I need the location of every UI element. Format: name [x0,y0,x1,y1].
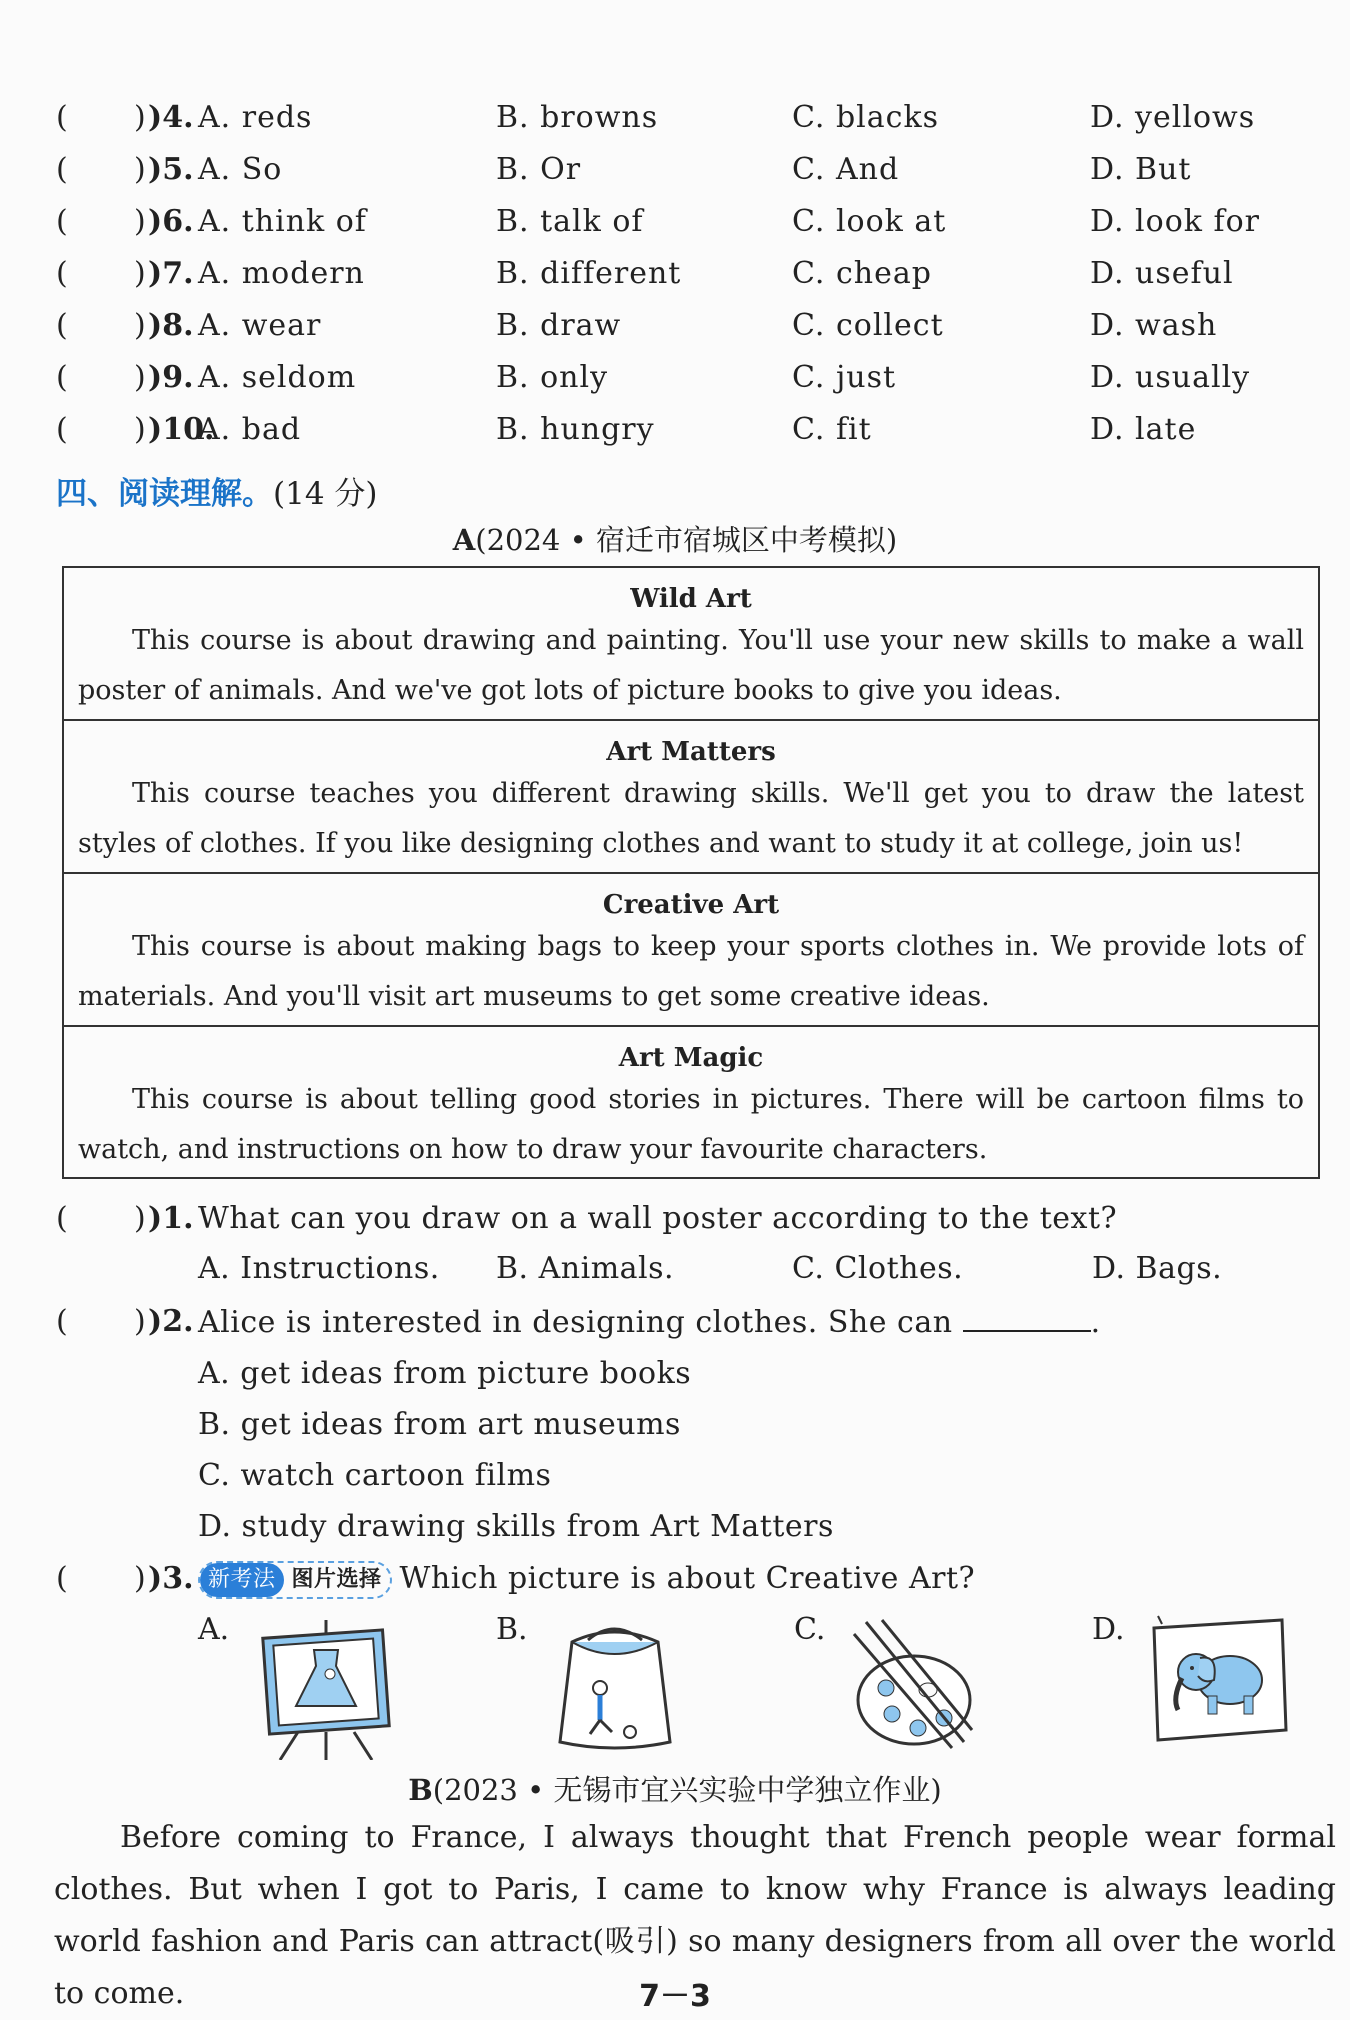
mc-question-row [0,150,1350,190]
mc-question-row [0,358,1350,398]
sports-bag-icon[interactable] [542,1622,688,1752]
option-a: A. So [198,152,283,187]
section-title [56,468,378,513]
paren-close: ) [134,1304,146,1339]
answer-bracket[interactable] [56,1559,146,1599]
option-a: A. modern [198,256,365,291]
q2-option-b: B. get ideas from art museums [198,1407,681,1442]
paren-open: ( [56,100,68,135]
course-title: Wild Art [630,584,752,614]
q3-option-d-label: D. [1092,1612,1125,1647]
course-text: This course is about drawing and painting. You'll use your new skills to make a wall poster of animals. And we've got lots of picture books to give you ideas. [78,625,1304,706]
option-c: C. And [792,152,900,187]
option-b: B. different [496,256,682,291]
section-title-text: 四、阅读理解。 [56,476,273,512]
course-title: Art Matters [606,737,776,767]
paren-close: ) [134,412,146,447]
option-d: D. usually [1090,360,1251,395]
passage-b-text: Before coming to France, I always thought that French people wear formal clothes. But when I got to Paris, I came to know why France is always leading world fashion and Paris can attract(吸引) so many designers from all over the world to come. [54,1820,1336,2011]
passage-a-letter: A [452,523,476,557]
question-number: )4. [148,100,194,135]
question-number: )2. [148,1304,194,1339]
option-d: D. useful [1090,256,1234,291]
answer-bracket[interactable] [56,202,146,242]
question-stem-end: . [1090,1305,1101,1340]
answer-bracket[interactable] [56,410,146,450]
paren-open: ( [56,308,68,343]
q1-option-a: A. Instructions. [198,1251,440,1286]
passage-a-heading [0,518,1350,559]
option-d: D. But [1090,152,1192,187]
paren-open: ( [56,1561,68,1596]
paren-open: ( [56,1304,68,1339]
option-b: B. draw [496,308,622,343]
passage-a-source: (2024 • 宿迁市宿城区中考模拟) [475,523,898,557]
question-stem [198,1559,975,1599]
q2-option-a: A. get ideas from picture books [198,1356,692,1391]
paren-open: ( [56,360,68,395]
q2-option-c: C. watch cartoon films [198,1458,552,1493]
question-number: )3. [148,1561,194,1596]
option-a: A. bad [198,412,302,447]
answer-bracket[interactable] [56,1199,146,1239]
option-d: D. late [1090,412,1197,447]
option-c: C. collect [792,308,944,343]
paren-close: ) [134,100,146,135]
passage-b-heading [0,1768,1350,1809]
option-d: D. wash [1090,308,1218,343]
option-a: A. think of [198,204,367,239]
course-art-matters [64,721,1318,874]
option-b: B. hungry [496,412,655,447]
paren-close: ) [134,204,146,239]
paren-open: ( [56,256,68,291]
course-art-magic [64,1027,1318,1177]
passage-b-letter: B [408,1773,433,1807]
paren-close: ) [134,308,146,343]
option-c: C. just [792,360,897,395]
paren-open: ( [56,152,68,187]
mc-question-row [0,202,1350,242]
elephant-poster-icon[interactable] [1148,1614,1290,1746]
q2-option-d: D. study drawing skills from Art Matters [198,1509,834,1544]
answer-bracket[interactable] [56,1302,146,1342]
paint-palette-icon[interactable] [848,1618,978,1750]
option-a: A. seldom [198,360,357,395]
option-b: B. Or [496,152,582,187]
answer-blank[interactable] [963,1302,1091,1332]
paren-close: ) [134,152,146,187]
badge-label: 新考法 [200,1563,284,1597]
paren-open: ( [56,204,68,239]
option-c: C. fit [792,412,872,447]
option-d: D. look for [1090,204,1260,239]
new-method-badge [198,1561,392,1599]
mc-question-row [0,98,1350,138]
paren-open: ( [56,1201,68,1236]
course-text: This course is about making bags to keep your sports clothes in. We provide lots of materials. And you'll visit art museums to get some creative ideas. [78,931,1304,1012]
option-b: B. only [496,360,609,395]
question-stem-text: Alice is interested in designing clothes. She can [198,1305,953,1340]
answer-bracket[interactable] [56,358,146,398]
question-stem-text: Which picture is about Creative Art? [399,1561,976,1596]
option-b: B. talk of [496,204,644,239]
page-number: 7－3 [639,1979,711,2014]
course-title: Art Magic [618,1043,764,1073]
question-number: )8. [148,308,194,343]
question-number: )10. [148,412,215,447]
course-text: This course teaches you different drawing skills. We'll get you to draw the latest styles of clothes. If you like designing clothes and want to study it at college, join us! [78,778,1304,859]
answer-bracket[interactable] [56,306,146,346]
course-text: This course is about telling good stories in pictures. There will be cartoon films to watch, and instructions on how to draw your favourite characters. [78,1084,1304,1165]
answer-bracket[interactable] [56,98,146,138]
badge-type: 图片选择 [291,1567,382,1592]
paren-close: ) [134,1201,146,1236]
question-stem: What can you draw on a wall poster according to the text? [198,1201,1118,1236]
question-number: )9. [148,360,194,395]
answer-bracket[interactable] [56,150,146,190]
mc-question-row [0,410,1350,450]
paren-close: ) [134,360,146,395]
question-stem [198,1302,1101,1343]
mc-question-row [0,306,1350,346]
mc-question-row [0,254,1350,294]
question-number: )6. [148,204,194,239]
section-score: (14 分) [273,476,378,512]
q3-option-a-label: A. [198,1612,230,1647]
q1-option-b: B. Animals. [496,1251,675,1286]
course-table [62,566,1320,1179]
option-c: C. cheap [792,256,932,291]
q1-option-c: C. Clothes. [792,1251,964,1286]
question-number: )7. [148,256,194,291]
option-a: A. wear [198,308,322,343]
option-b: B. browns [496,100,659,135]
course-creative-art [64,874,1318,1027]
passage-b-source: (2023 • 无锡市宜兴实验中学独立作业) [432,1773,942,1807]
option-c: C. look at [792,204,947,239]
q1-option-d: D. Bags. [1092,1251,1223,1286]
q3-option-c-label: C. [794,1612,826,1647]
paren-close: ) [134,256,146,291]
q3-option-b-label: B. [496,1612,528,1647]
course-wild-art [64,568,1318,721]
paren-close: ) [134,1561,146,1596]
option-a: A. reds [198,100,313,135]
course-title: Creative Art [602,890,780,920]
easel-dress-icon[interactable] [258,1620,394,1760]
option-c: C. blacks [792,100,940,135]
question-number: )1. [148,1201,194,1236]
answer-bracket[interactable] [56,254,146,294]
question-number: )5. [148,152,194,187]
option-d: D. yellows [1090,100,1256,135]
paren-open: ( [56,412,68,447]
